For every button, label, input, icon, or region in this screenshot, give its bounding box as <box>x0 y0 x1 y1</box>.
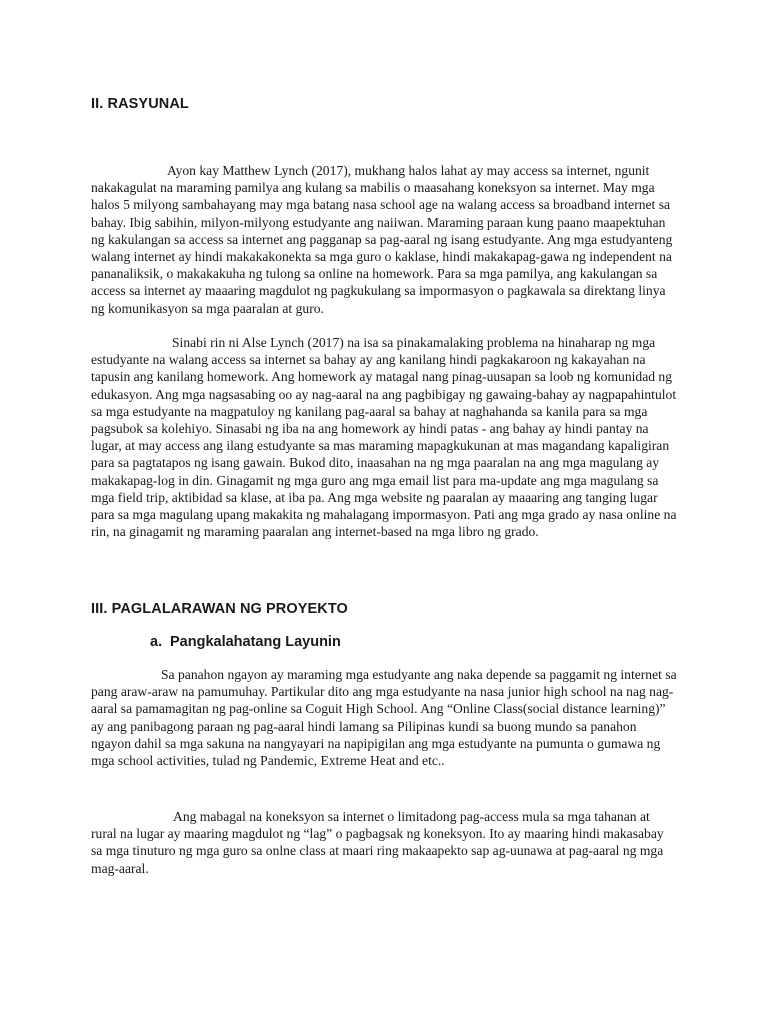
subheading-pangkalahatang-layunin <box>150 634 341 650</box>
layunin-paragraph-2: Ang mabagal na koneksyon sa internet o limitadong pag-access mula sa mga tahanan at rural na lugar ay maaring magdulot ng “lag” o pagbagsak ng koneksyon. Ito ay maaring hindi makasabay sa mga tinuturo ng mga guro sa onlne class at maari ring makaapekto sap ag-uunawa at pag-aaral ng mga mag-aaral. <box>91 809 664 876</box>
section-heading-paglalarawan: III. PAGLALARAWAN NG PROYEKTO <box>91 601 348 617</box>
subheading-label: Pangkalahatang Layunin <box>170 634 341 650</box>
layunin-paragraph-1: Sa panahon ngayon ay maraming mga estudyante ang naka depende sa paggamit ng internet sa pang araw-araw na pamumuhay. Partikular dito ang mga estudyante na nasa junior high school na nag nag-aaral sa pamamagitan ng pag-online sa Coguit High School. Ang “Online Class(social distance learning)” ay ang panibagong paraan ng pag-aaral hindi lamang sa Pilipinas kundi sa buong mundo sa panahon ngayon dahil sa mga sakuna na nangyayari na napipigilan ang mga estudyante na pumunta o gumawa ng mga school activities, tulad ng Pandemic, Extreme Heat and etc.. <box>91 667 677 769</box>
rasyunal-paragraph-1: Ayon kay Matthew Lynch (2017), mukhang halos lahat ay may access sa internet, ngunit nakakagulat na maraming pamilya ang kulang sa mabilis o maasahang koneksyon sa internet. May mga halos 5 milyong sambahayang may mga batang nasa school age na walang access sa broadband internet sa bahay. Ibig sabihin, milyon-milyong estudyante ang naiiwan. Maraming paraan kung paano maapektuhan ng kakulangan sa access sa internet ang pagganap sa pag-aaral ng isang estudyante. Ang mga estudyanteng walang internet ay hindi makakakonekta sa mga guro o kaklase, hindi makakapag-gawa ng independent na pananaliksik, o makakakuha ng tulong sa online na homework. Para sa mga pamilya, ang kakulangan sa access sa internet ay maaaring magdulot ng pagkukulang sa impormasyon o pagkawala sa direktang linya ng komunikasyon sa mga paaralan at guro. <box>91 163 673 316</box>
subheading-marker: a. <box>150 634 163 650</box>
rasyunal-paragraph-2: Sinabi rin ni Alse Lynch (2017) na isa sa pinakamalaking problema na hinaharap ng mga estudyante na walang access sa internet sa bahay ay ang kanilang hindi pagkakaroon ng kakayahan na tapusin ang kanilang homework. Ang homework ay matagal nang pinag-uusapan sa loob ng komunidad ng edukasyon. Ang mga nagsasabing oo ay nag-aaral na ang pagbibigay ng gawaing-bahay ay nagpapahintulot sa mga estudyante na magpatuloy ng kanilang pag-aaral sa bahay at naghahanda sa kanila para sa mga pagsubok sa kolehiyo. Sinasabi ng iba na ang homework ay hindi patas - ang bahay ay hindi pantay na lugar, at may access ang ilang estudyante sa mas maraming mapagkukunan at mas magandang kapaligiran para sa pagtatapos ng isang gawain. Bukod dito, inaasahan na ng mga paaralan na ang mga magulang ay makakapag-log in din. Ginagamit ng mga guro ang mga email list para ma-update ang mga magulang sa mga field trip, aktibidad sa klase, at iba pa. Ang mga website ng paaralan ay maaaring ang tanging lugar para sa mga magulang upang makakita ng mahalagang impormasyon. Pati ang mga grado ay nasa online na rin, na ginagamit ng maraming paaralan ang internet-based na mga libro ng grado. <box>91 335 677 540</box>
section-heading-rasyunal: II. RASYUNAL <box>91 96 189 112</box>
